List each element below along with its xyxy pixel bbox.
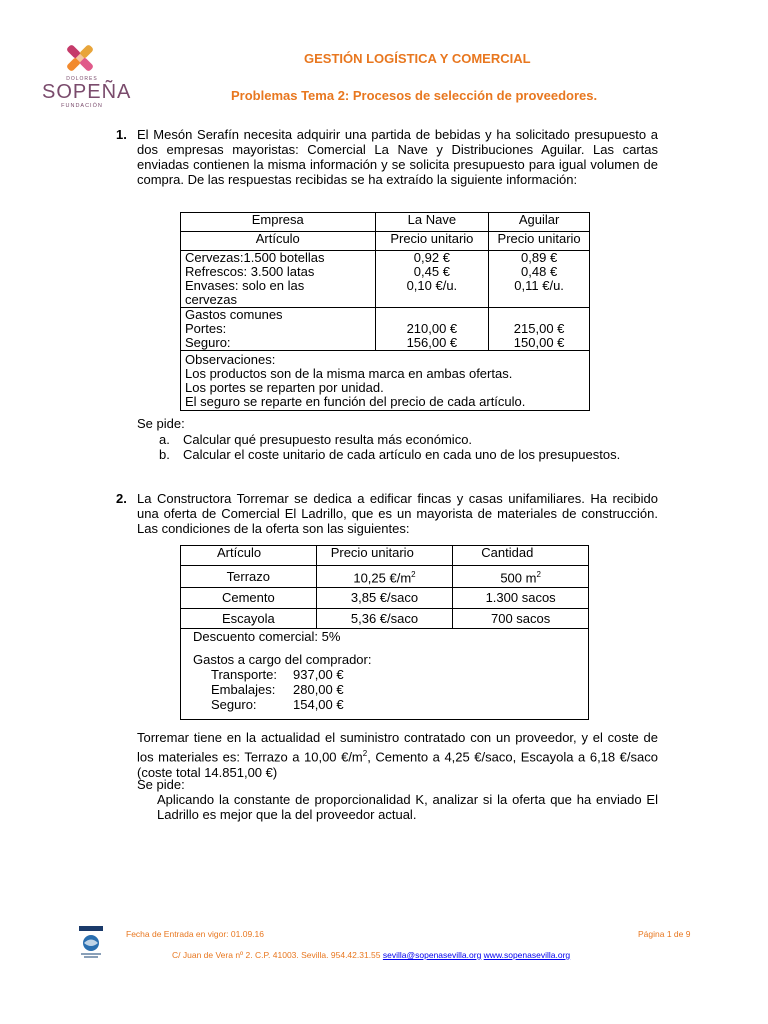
items-cell [181,251,376,308]
aguilar-price-refrescos: 0,48 € [521,264,558,279]
gasto-embalajes-label: Embalajes: [211,682,276,697]
problem-2-number: 2. [116,491,127,506]
aguilar-prices-cell [489,251,590,308]
document-title: GESTIÓN LOGÍSTICA Y COMERCIAL [304,51,531,66]
terrazo-precio-value: 10,25 €/m [353,570,412,586]
current-supplier-text-1: Torremar tiene en la actualidad el suministro contratado con un proveedor, y el coste de los materiales es: Terrazo a 10,00 €/m [137,730,658,765]
gasto-embalajes-value: 280,00 € [293,682,344,697]
problem-2-table [180,545,589,720]
aguilar-price-cervezas: 0,89 € [521,250,558,265]
th-aguilar: Aguilar [489,213,590,232]
seguro-label: Seguro: [185,335,231,350]
row-escayola-precio: 5,36 €/saco [316,609,453,629]
obs-line-1: Los productos son de la misma marca en ambas ofertas. [185,366,513,381]
th-empresa: Empresa [181,213,376,232]
th-precio-unitario-2: Precio unitario [316,546,453,566]
row-terrazo-cantidad [453,566,589,588]
row-terrazo-articulo: Terrazo [181,566,317,588]
gasto-seguro-label: Seguro: [211,697,257,712]
gasto-seguro-value: 154,00 € [293,697,344,712]
th-precio-unitario-nave: Precio unitario [375,232,489,251]
th-cantidad: Cantidad [453,546,589,566]
nave-price-cervezas: 0,92 € [413,250,450,265]
th-articulo: Artículo [181,232,376,251]
footer-address-line [172,950,570,960]
footer-address: C/ Juan de Vera nº 2. C.P. 41003. Sevilla. 954.42.31.55 [172,950,381,960]
problem-2-intro: La Constructora Torremar se dedica a edificar fincas y casas unifamiliares. Ha recibido una oferta de Comercial El Ladrillo, que es un mayorista de materiales de construcción. Las condiciones de la oferta son las siguientes: [137,491,658,536]
aguilar-seguro: 150,00 € [513,335,565,350]
problem-1-number: 1. [116,127,127,142]
current-supplier-sup: 2 [362,749,368,758]
obs-title: Observaciones: [185,352,276,367]
row-cemento-articulo: Cemento [181,588,317,609]
task-a-text: Calcular qué presupuesto resulta más económico. [183,432,473,447]
gasto-seguro [193,697,584,712]
gasto-transporte [193,667,584,682]
logo-sopena: SOPEÑA [42,81,132,103]
gastos-title: Gastos a cargo del comprador: [193,652,372,667]
footer-web-link[interactable]: www.sopenasevilla.org [483,950,571,960]
task-b-text: Calcular el coste unitario de cada artículo en cada uno de los presupuestos. [183,447,621,462]
current-supplier-text-2: , Cemento a 4,25 €/saco, Escayola a 6,18 €/saco (coste total 14.851,00 €) [137,749,658,781]
problem-1-se-pide: Se pide: [137,416,185,431]
terrazo-cantidad-sup: 2 [536,569,541,579]
gastos-cell [181,308,376,351]
logo-fundacion: FUNDACIÓN [61,103,103,109]
problem-2-task: Aplicando la constante de proporcionalidad K, analizar si la oferta que ha enviado El Ladrillo es mejor que la del proveedor actual. [157,792,658,822]
item-envases: Envases: solo en las [185,278,305,293]
row-terrazo-precio [316,566,453,588]
aguilar-portes: 215,00 € [513,321,565,336]
problem-1-intro: El Mesón Serafín necesita adquirir una partida de bebidas y ha solicitado presupuesto a dos empresas mayoristas: Comercial La Nave y Distribuciones Aguilar. Las cartas enviadas contienen la misma información y se solicita presupuesto para igual volumen de compra. De las respuestas recibidas se ha extraído la siguiente información: [137,127,658,187]
gasto-transporte-label: Transporte: [211,667,277,682]
item-envases-cont: cervezas [185,292,238,307]
aguilar-price-envases: 0,11 €/u. [514,278,564,293]
nave-prices-cell [375,251,489,308]
portes-label: Portes: [185,321,227,336]
aguilar-gastos-cell [489,308,590,351]
nave-seguro: 156,00 € [406,335,458,350]
problem-1-table [180,212,590,411]
row-cemento-cantidad: 1.300 sacos [453,588,589,609]
row-escayola-articulo: Escayola [181,609,317,629]
observaciones-cell [181,351,590,411]
gastos-comunes-label: Gastos comunes [185,307,283,322]
nave-portes: 210,00 € [406,321,458,336]
conditions-cell [181,629,589,720]
descuento-text: Descuento comercial: 5% [193,629,341,644]
footer-pagina: Página 1 de 9 [638,929,691,939]
th-articulo-2: Artículo [181,546,317,566]
footer-fecha: Fecha de Entrada en vigor: 01.09.16 [126,929,264,939]
nave-gastos-cell [375,308,489,351]
obs-line-2: Los portes se reparten por unidad. [185,380,384,395]
nave-price-refrescos: 0,45 € [413,264,450,279]
gasto-embalajes [193,682,584,697]
problem-2-se-pide: Se pide: [137,777,185,792]
sopena-logo-icon [62,40,98,76]
th-precio-unitario-aguilar: Precio unitario [489,232,590,251]
logo-dolores: DOLORES [66,76,98,82]
row-cemento-precio: 3,85 €/saco [316,588,453,609]
task-a-label: a. [159,432,170,447]
row-escayola-cantidad: 700 sacos [453,609,589,629]
nave-price-envases: 0,10 €/u. [406,278,458,293]
item-refrescos: Refrescos: 3.500 latas [185,264,315,279]
problem-2-current-supplier [137,730,658,781]
gasto-transporte-value: 937,00 € [293,667,344,682]
th-la-nave: La Nave [375,213,489,232]
obs-line-3: El seguro se reparte en función del precio de cada artículo. [185,394,526,409]
terrazo-cantidad-value: 500 m [500,570,537,586]
task-b-label: b. [159,447,170,462]
terrazo-precio-sup: 2 [411,569,416,579]
footer-email-link[interactable]: sevilla@sopenasevilla.org [382,950,482,960]
item-cervezas: Cervezas:1.500 botellas [185,250,325,265]
document-subtitle: Problemas Tema 2: Procesos de selección de proveedores. [231,88,598,103]
quality-certification-icon [78,925,104,959]
